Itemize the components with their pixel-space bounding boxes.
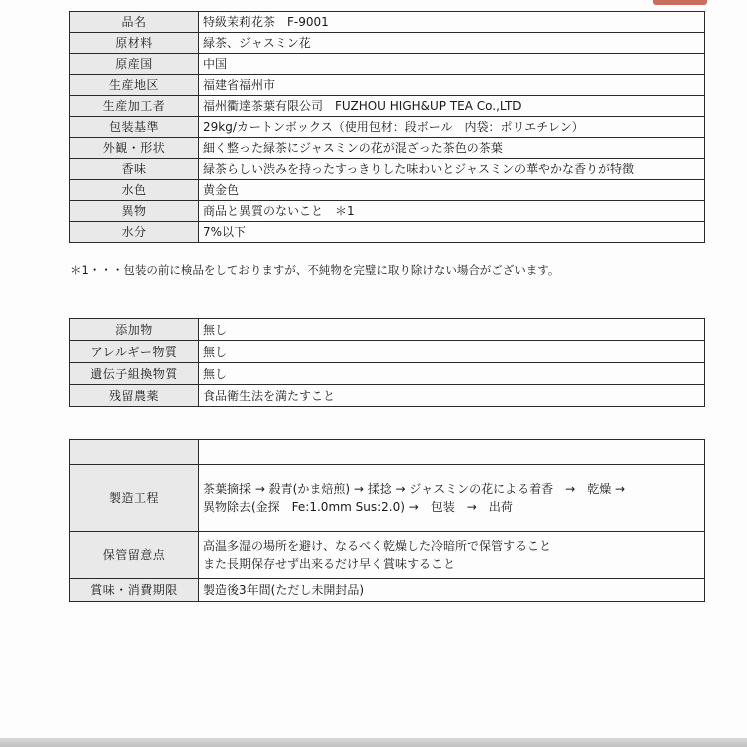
- table-row: [70, 180, 705, 201]
- row-value: 細く整った緑茶にジャスミンの花が混ざった茶色の茶葉: [199, 138, 705, 159]
- table-row: [70, 12, 705, 33]
- row-value: 無し: [199, 363, 705, 385]
- row-value: 緑茶、ジャスミン花: [199, 33, 705, 54]
- storage-label: 保管留意点: [70, 532, 199, 579]
- row-label: 原産国: [70, 54, 199, 75]
- row-value: 黄金色: [199, 180, 705, 201]
- table-row: [70, 96, 705, 117]
- expiry-row: [70, 579, 705, 602]
- table-row: [70, 33, 705, 54]
- row-label: 原材料: [70, 33, 199, 54]
- process-value: [199, 465, 705, 532]
- sheet-edge: [0, 738, 747, 747]
- process-label: 製造工程: [70, 465, 199, 532]
- row-label: 香味: [70, 159, 199, 180]
- process-line-2: 異物除去(金探 Fe:1.0mm Sus:2.0) → 包装 → 出荷: [203, 500, 513, 514]
- table-row: [70, 159, 705, 180]
- storage-line-1: 高温多湿の場所を避け、なるべく乾燥した冷暗所で保管すること: [203, 539, 552, 553]
- expiry-value: 製造後3年間(ただし未開封品): [199, 579, 705, 602]
- row-value: 福州衢達茶葉有限公司 FUZHOU HIGH&UP TEA Co.,LTD: [199, 96, 705, 117]
- storage-row: [70, 532, 705, 579]
- row-label: 水色: [70, 180, 199, 201]
- row-label: 包装基準: [70, 117, 199, 138]
- row-label: 遺伝子組換物質: [70, 363, 199, 385]
- row-value: 無し: [199, 341, 705, 363]
- empty-label-cell: [70, 440, 199, 465]
- table-row: [70, 440, 705, 465]
- storage-line-2: また長期保存せず出来るだけ早く賞味すること: [203, 557, 456, 571]
- row-value: 7%以下: [199, 222, 705, 243]
- row-label: 水分: [70, 222, 199, 243]
- row-label: 品名: [70, 12, 199, 33]
- row-label: 添加物: [70, 319, 199, 341]
- table-row: [70, 75, 705, 96]
- table-row: [70, 222, 705, 243]
- row-value: 福建省福州市: [199, 75, 705, 96]
- row-label: 残留農薬: [70, 385, 199, 407]
- footnote: ＊1・・・包装の前に検品をしておりますが、不純物を完璧に取り除けない場合がございます。: [70, 263, 560, 277]
- storage-value: [199, 532, 705, 579]
- additives-table: [69, 318, 705, 407]
- row-value: 食品衛生法を満たすこと: [199, 385, 705, 407]
- row-value: 商品と異質のないこと ＊1: [199, 201, 705, 222]
- table-row: [70, 201, 705, 222]
- table-row: [70, 54, 705, 75]
- table-row: [70, 117, 705, 138]
- expiry-label: 賞味・消費期限: [70, 579, 199, 602]
- row-value: 中国: [199, 54, 705, 75]
- row-value: 無し: [199, 319, 705, 341]
- product-spec-table: [69, 11, 705, 243]
- row-value: 29kg/カートンボックス（使用包材：段ボール 内袋：ポリエチレン）: [199, 117, 705, 138]
- empty-value-cell: [199, 440, 705, 465]
- row-value: 緑茶らしい渋みを持ったすっきりした味わいとジャスミンの華やかな香りが特徴: [199, 159, 705, 180]
- row-label: 異物: [70, 201, 199, 222]
- row-label: アレルギー物質: [70, 341, 199, 363]
- table-row: [70, 385, 705, 407]
- process-line-1: 茶葉摘採 → 殺青(かま焙煎) → 揉捻 → ジャスミンの花による着香 → 乾燥 →: [203, 482, 626, 496]
- process-row: [70, 465, 705, 532]
- row-label: 外観・形状: [70, 138, 199, 159]
- table-row: [70, 138, 705, 159]
- table-row: [70, 341, 705, 363]
- row-label: 生産加工者: [70, 96, 199, 117]
- row-value: 特級茉莉花茶 F-9001: [199, 12, 705, 33]
- table-row: [70, 319, 705, 341]
- process-table: [69, 439, 705, 602]
- table-row: [70, 363, 705, 385]
- row-label: 生産地区: [70, 75, 199, 96]
- corner-tag: [653, 0, 707, 5]
